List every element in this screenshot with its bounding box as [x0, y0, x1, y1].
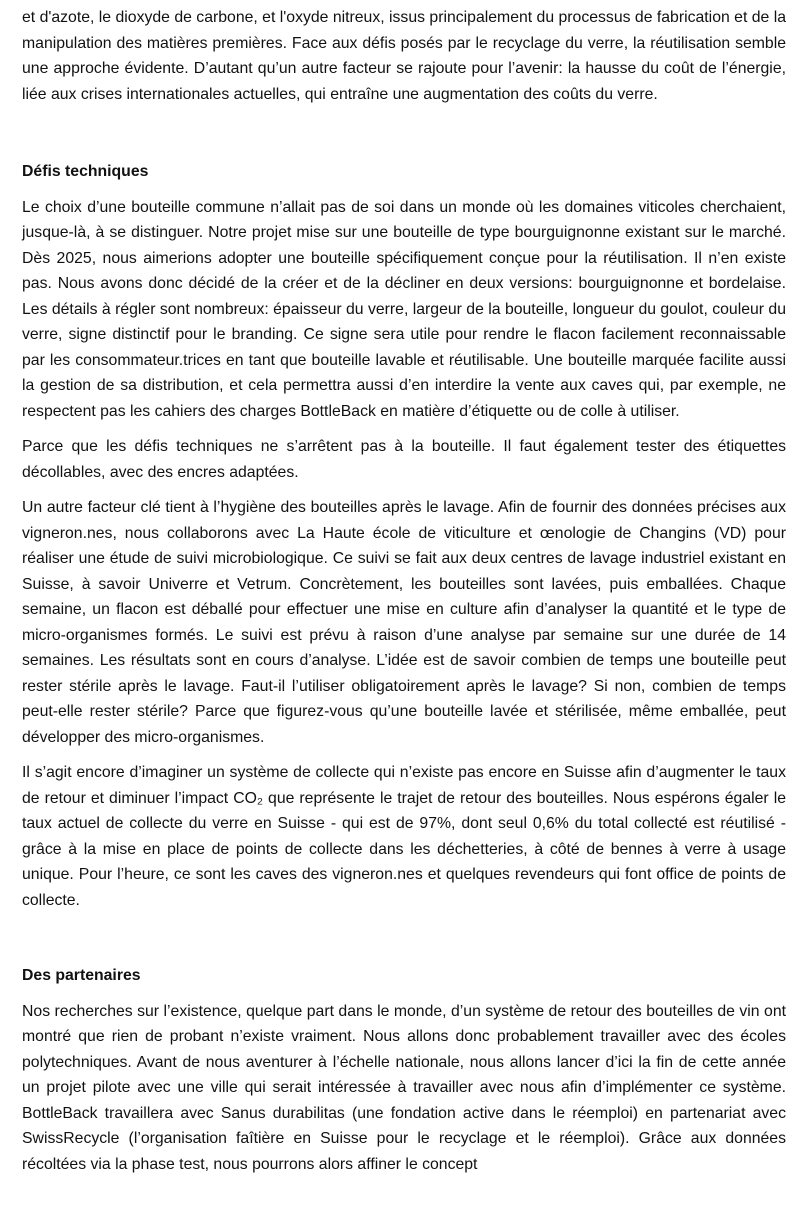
section-heading-technical: Défis techniques — [22, 163, 149, 180]
section-heading-partners: Des partenaires — [22, 967, 141, 984]
intro-paragraph: et d'azote, le dioxyde de carbone, et l'oxyde nitreux, issus principalement du processus de fabrication et de la manipulation des matières premières. Face aux défis posés par le recyclage du verre, la réutilisation semble une approche évidente. D’autant qu’un autre facteur se rajoute pour l’avenir: la hausse du coût de l’énergie, liée aux crises internationales actuelles, qui entraîne une augmentation des coûts du verre. — [22, 9, 786, 103]
technical-paragraph: Le choix d’une bouteille commune n’allait pas de soi dans un monde où les domaines viticoles cherchaient, jusque-là, à se distinguer. Notre projet mise sur une bouteille de type bourguignonne existant sur le marché. Dès 2025, nous aimerions adopter une bouteille spécifiquement conçue pour la réutilisation. Il n’en existe pas. Nous avons donc décidé de la créer et de la décliner en deux versions: bourguignonne et bordelaise. Les détails à régler sont nombreux: épaisseur du verre, largeur de la bouteille, longueur du goulot, couleur du verre, signe distinctif pour le branding. Ce signe sera utile pour rendre le flacon facilement reconnaissable par les consommateur.trices en tant que bouteille lavable et réutilisable. Une bouteille marquée facilite aussi la gestion de sa distribution, et cela permettra aussi d’en interdire la vente aux caves qui, par exemple, ne respectent pas les cahiers des charges BottleBack en matière d’étiquette ou de colle à utiliser. — [22, 198, 786, 420]
technical-paragraph: Parce que les défis techniques ne s’arrêtent pas à la bouteille. Il faut également tester des étiquettes décollables, avec des encres adaptées. — [22, 438, 786, 481]
technical-paragraph: Il s’agit encore d’imaginer un système de collecte qui n’existe pas encore en Suisse afin d’augmenter le taux de retour et diminuer l’impact CO₂ que représente le trajet de retour des bouteilles. Nous espérons égaler le taux actuel de collecte du verre en Suisse - qui est de 97%, dont seul 0,6% du total collecté est réutilisé - grâce à la mise en place de points de collecte dans les déchetteries, à côté de bennes à verre à usage unique. Pour l’heure, ce sont les caves des vigneron.nes et quelques revendeurs qui font office de points de collecte. — [22, 764, 786, 909]
technical-paragraph: Un autre facteur clé tient à l’hygiène des bouteilles après le lavage. Afin de fournir des données précises aux vigneron.nes, nous collaborons avec La Haute école de viticulture et œnologie de Changins (VD) pour réaliser une étude de suivi microbiologique. Ce suivi se fait aux deux centres de lavage industriel existant en Suisse, à savoir Univerre et Vetrum. Concrètement, les bouteilles sont lavées, puis emballées. Chaque semaine, un flacon est déballé pour effectuer une mise en culture afin d’analyser la quantité et le type de micro-organismes formés. Le suivi est prévu à raison d’une analyse par semaine sur une durée de 14 semaines. Les résultats sont en cours d’analyse. L’idée est de savoir combien de temps une bouteille peut rester stérile après le lavage. Faut-il l’utiliser obligatoirement après le lavage? Si non, combien de temps peut-elle rester stérile? Parce que figurez-vous qu’une bouteille lavée et stérilisée, même emballée, peut développer des micro-organismes. — [22, 499, 786, 746]
partners-paragraph: Nos recherches sur l’existence, quelque part dans le monde, d’un système de retour des bouteilles de vin ont montré que rien de probant n’existe vraiment. Nous allons donc probablement travailler avec des écoles polytechniques. Avant de nous aventurer à l’échelle nationale, nous allons lancer d’ici la fin de cette année un projet pilote avec une ville qui serait intéressée à travailler avec nous afin d’implémenter ce système. BottleBack travaillera avec Sanus durabilitas (une fondation active dans le réemploi) en partenariat avec SwissRecycle (l’organisation faîtière en Suisse pour le recyclage et le réemploi). Grâce aux données récoltées via la phase test, nous pourrons alors affiner le concept — [22, 1002, 786, 1173]
